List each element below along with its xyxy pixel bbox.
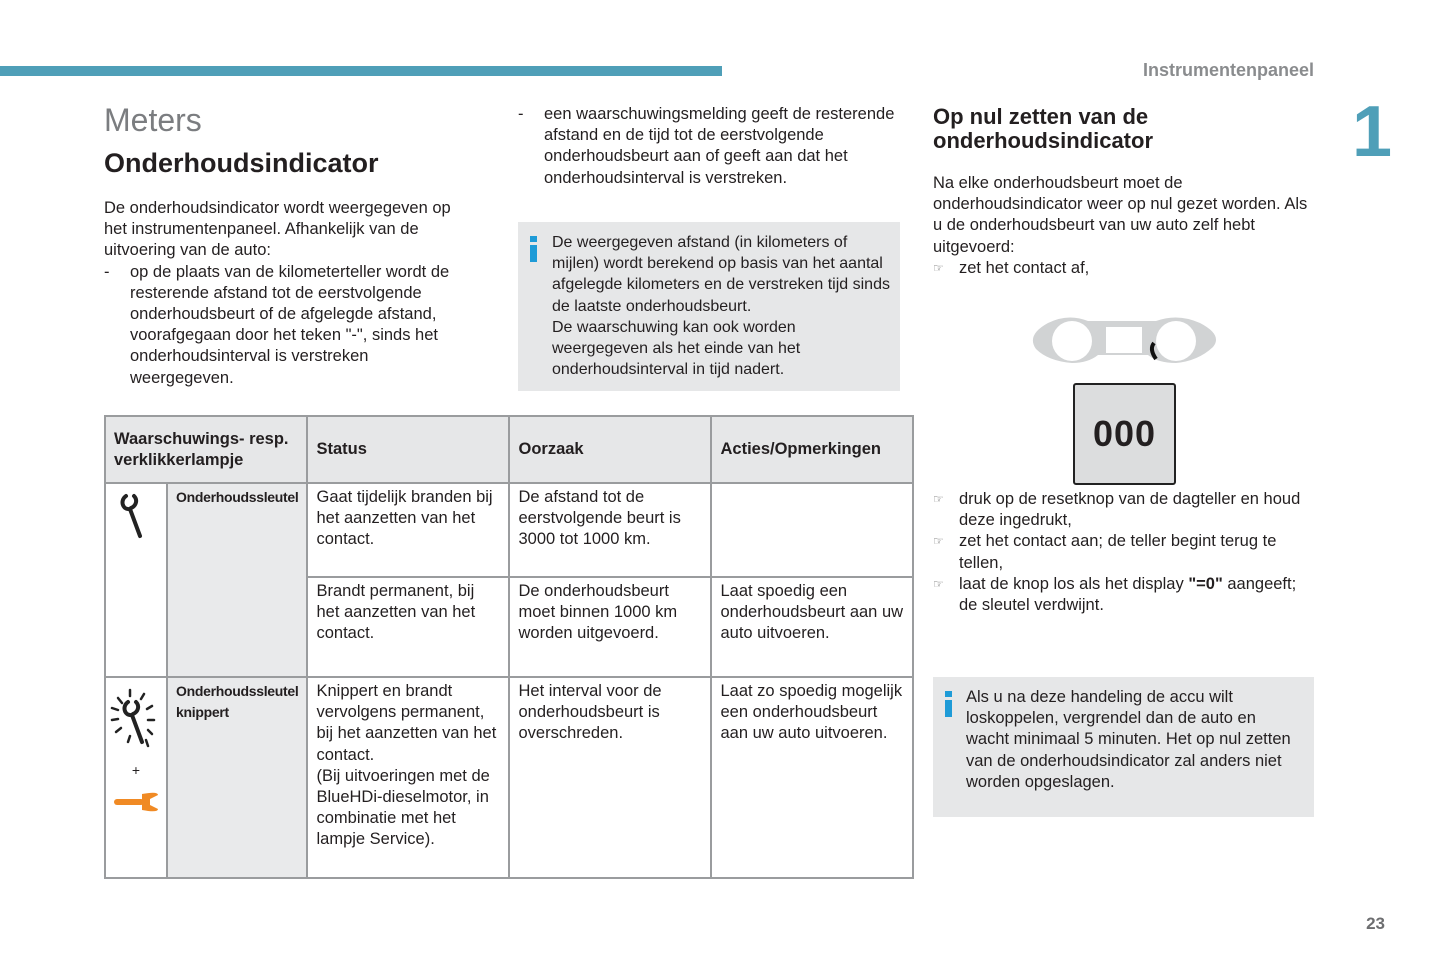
step-text: zet het contact af, <box>959 258 1090 277</box>
flashing-wrench-icon <box>108 686 164 750</box>
list-item <box>933 489 1318 531</box>
chapter-number: 1 <box>1352 92 1393 172</box>
dash: - <box>518 105 524 123</box>
page-title: Meters <box>104 102 202 138</box>
info-box <box>933 677 1314 817</box>
status-cell: Brandt permanent, bij het aanzetten van het contact. <box>307 577 509 677</box>
subtitle: Onderhoudsindicator <box>104 148 379 178</box>
hand-icon: ☞ <box>933 576 944 591</box>
action-cell <box>711 483 913 577</box>
info-box <box>518 222 900 391</box>
cause-cell: De afstand tot de eerstvolgende beurt is 3000 tot 1000 km. <box>509 483 711 577</box>
table-row <box>105 677 913 878</box>
step-text: zet het contact aan; de teller begint terug te tellen, <box>959 532 1277 572</box>
steps-list <box>933 489 1318 616</box>
cause-cell: De onderhoudsbeurt moet binnen 1000 km worden uitgevoerd. <box>509 577 711 677</box>
action-cell: Laat spoedig een onderhoudsbeurt aan uw auto uitvoeren. <box>711 577 913 677</box>
list-item <box>933 574 1318 616</box>
step-text: druk op de resetknop van de dagteller en houd deze ingedrukt, <box>959 490 1301 530</box>
plus-sign: + <box>131 762 141 779</box>
action-cell: Laat zo spoedig mogelijk een onderhoudsbeurt aan uw auto uitvoeren. <box>711 677 913 878</box>
intro: De onderhoudsindicator wordt weergegeven op het instrumentenpaneel. Afhankelijk van de uitvoering van de auto: <box>104 199 451 260</box>
hand-icon: ☞ <box>933 260 944 275</box>
intro: Na elke onderhoudsbeurt moet de onderhoudsindicator weer op nul gezet worden. Als u de onderhoudsbeurt van uw auto zelf hebt uitgevoerd: <box>933 174 1308 256</box>
right-text <box>933 173 1318 279</box>
section-title: Instrumentenpaneel <box>1142 60 1314 80</box>
lamp-label: Onderhoudssleutel <box>167 483 307 677</box>
right-title: Op nul zetten van de onderhoudsindicator <box>933 104 1153 153</box>
service-wrench-icon <box>112 791 160 813</box>
bullet-text: op de plaats van de kilometerteller wordt de resterende afstand tot de eerstvolgende onderhoudsbeurt of de afgelegde afstand, voorafgegaan door het teken "-", sinds het onderhoudsinterval is verstreken weergegeven. <box>130 262 450 387</box>
page-number: 23 <box>1366 914 1385 933</box>
header-lamp: Waarschuwings- resp. verklikkerlampje <box>105 416 307 483</box>
left-text <box>104 198 474 389</box>
wrench-icon <box>105 483 167 677</box>
table-row <box>105 483 913 577</box>
display-value: "=0" <box>1188 574 1223 593</box>
status-cell: Knippert en brandt vervolgens permanent, bij het aanzetten van het contact. (Bij uitvoeringen met de BlueHDi-dieselmotor, in combinatie met het lampje Service). <box>307 677 509 878</box>
header-status: Status <box>307 416 509 483</box>
list-item <box>933 531 1318 573</box>
info-text: De weergegeven afstand (in kilometers of mijlen) wordt berekend op basis van het aantal afgelegde kilometers en de verstreken tijd sinds de laatste onderhoudsbeurt. De waarschuwing kan ook worden weergegeven als het einde van het onderhoudsinterval in tijd nadert. <box>552 234 890 379</box>
trip-display: 000 <box>1073 383 1176 485</box>
bullet-text: een waarschuwingsmelding geeft de resterende afstand en de tijd tot de eerstvolgende onderhoudsbeurt aan of geeft aan dat het onderhoudsinterval is verstreken. <box>544 105 895 187</box>
header-bar <box>0 66 722 76</box>
cause-cell: Het interval voor de onderhoudsbeurt is overschreden. <box>509 677 711 878</box>
info-icon <box>945 691 952 715</box>
dash: - <box>104 262 110 281</box>
header-actions: Acties/Opmerkingen <box>711 416 913 483</box>
status-cell: Gaat tijdelijk branden bij het aanzetten van het contact. <box>307 483 509 577</box>
info-icon <box>530 236 537 260</box>
warning-table <box>104 415 914 879</box>
info-text: Als u na deze handeling de accu wilt loskoppelen, vergrendel dan de auto en wacht minimaal 5 minuten. Het op nul zetten van de onderhoudsindicator zal anders niet worden opgeslagen. <box>966 688 1291 791</box>
hand-icon: ☞ <box>933 492 944 506</box>
instrument-panel-illustration <box>1028 313 1220 369</box>
hand-icon: ☞ <box>933 534 944 549</box>
list-item <box>933 258 1318 279</box>
list-item <box>104 262 474 389</box>
list-item <box>518 104 898 189</box>
step-text: laat de knop los als het display <box>959 574 1189 593</box>
lamp-label: Onderhoudssleutel knippert <box>167 677 307 878</box>
step-text: aangeeft; de sleutel verdwijnt. <box>959 574 1297 615</box>
header-cause: Oorzaak <box>509 416 711 483</box>
lamp-icons <box>105 677 167 878</box>
